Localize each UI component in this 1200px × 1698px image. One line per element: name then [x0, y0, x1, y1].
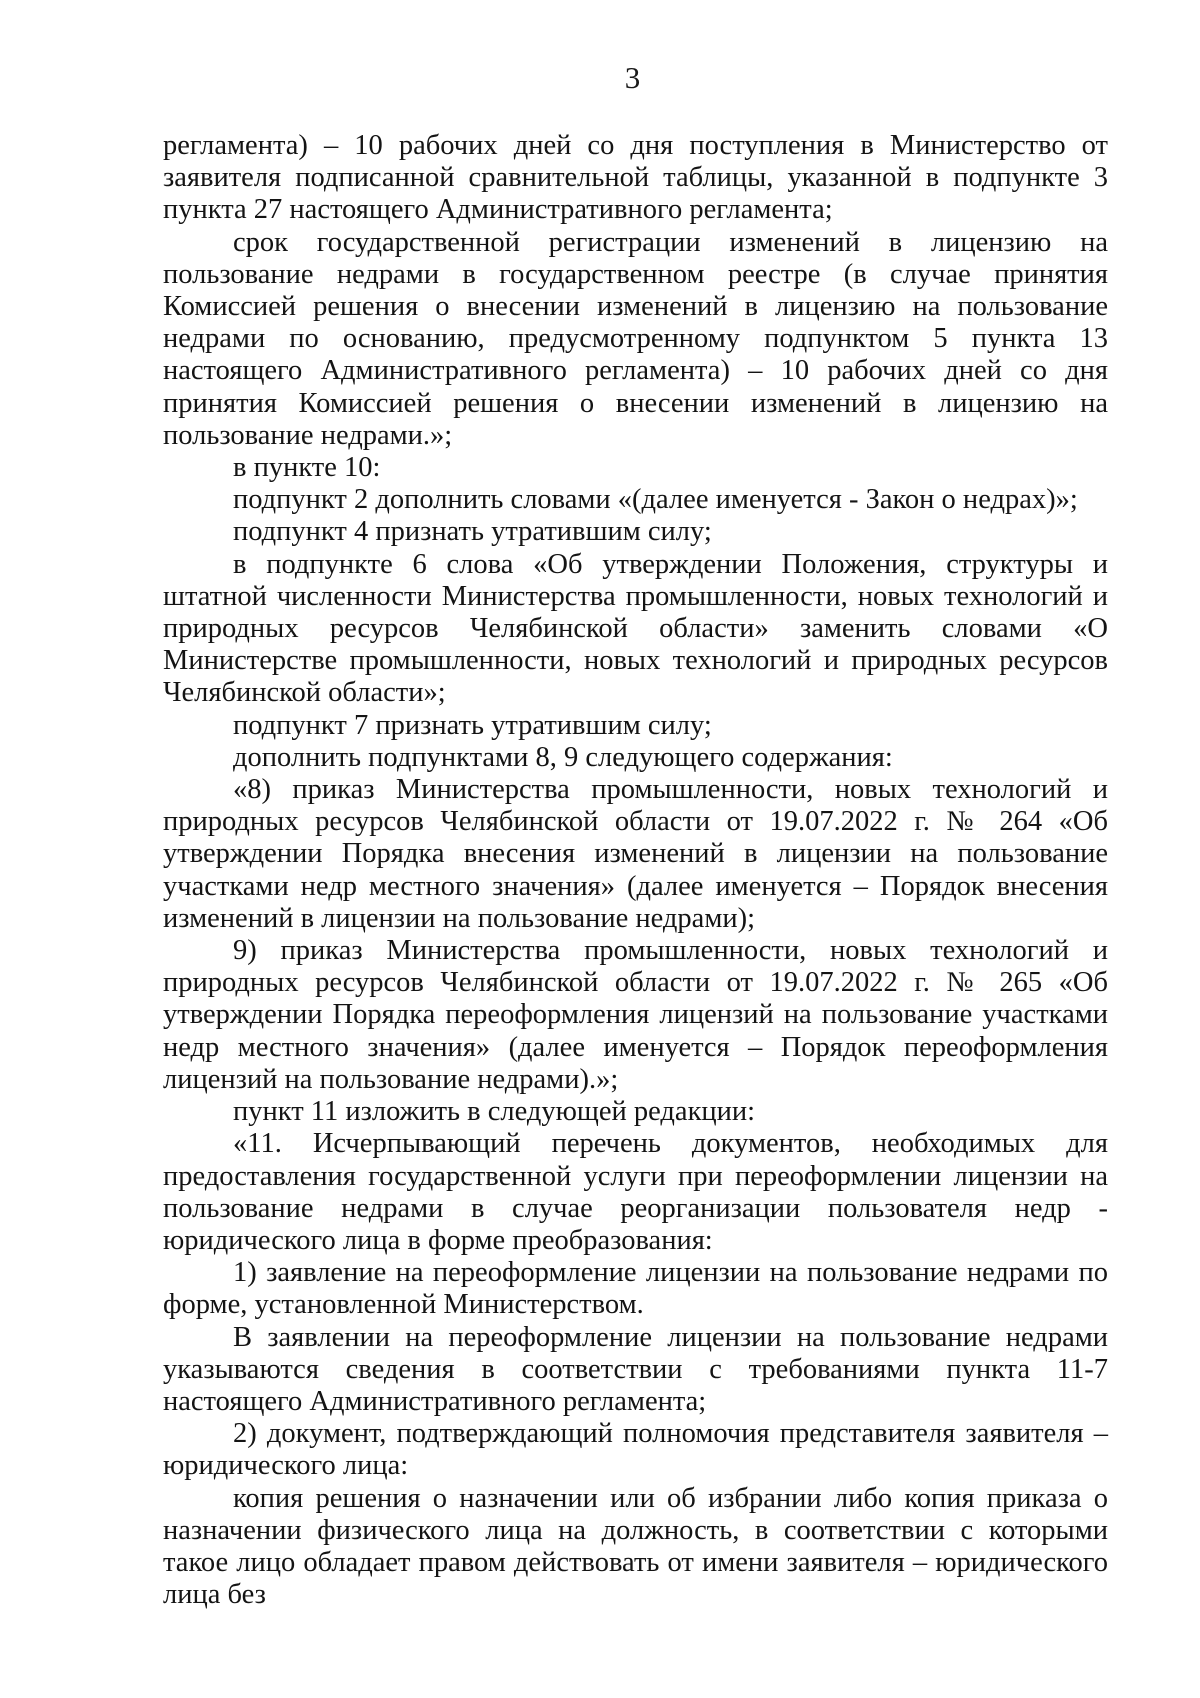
- paragraph-7: подпункт 7 признать утратившим силу;: [233, 709, 712, 741]
- paragraph-11: пункт 11 изложить в следующей редакции:: [233, 1096, 756, 1128]
- paragraph-15: 2) документ, подтверждающий полномочия представителя заявителя – юридического лица:: [163, 1418, 1108, 1482]
- paragraph-1: регламента) – 10 рабочих дней со дня поступления в Министерство от заявителя подписанной сравнительной таблицы, указанной в подпункте 3 пункта 27 настоящего Административного регламента;: [163, 130, 1108, 226]
- paragraph-16: копия решения о назначении или об избрании либо копия приказа о назначении физического лица на должность, в соответствии с которыми такое лицо обладает правом действовать от имени заявителя – юридического лица без: [163, 1482, 1108, 1611]
- paragraph-5: подпункт 4 признать утратившим силу;: [233, 516, 712, 548]
- paragraph-13: 1) заявление на переоформление лицензии на пользование недрами по форме, установленной Министерством.: [163, 1257, 1108, 1321]
- paragraph-14: В заявлении на переоформление лицензии на пользование недрами указываются сведения в соответствии с требованиями пункта 11-7 настоящего Административного регламента;: [163, 1321, 1108, 1417]
- paragraph-10: 9) приказ Министерства промышленности, новых технологий и природных ресурсов Челябинской области от 19.07.2022 г. № 265 «Об утверждении Порядка переоформления лицензий на пользование участками недр местного значения» (далее именуется – Порядок переоформления лицензий на пользование недрами).»;: [163, 935, 1108, 1095]
- paragraph-12: «11. Исчерпывающий перечень документов, необходимых для предоставления государственной услуги при переоформлении лицензии на пользование недрами в случае реорганизации пользователя недр - юридического лица в форме преобразования:: [163, 1128, 1108, 1256]
- paragraph-8: дополнить подпунктами 8, 9 следующего содержания:: [233, 741, 893, 773]
- paragraph-2: срок государственной регистрации изменений в лицензию на пользование недрами в государственном реестре (в случае принятия Комиссией решения о внесении изменений в лицензию на пользование недрами по основанию, предусмотренному подпунктом 5 пункта 13 настоящего Административного регламента) – 10 рабочих дней со дня принятия Комиссией решения о внесении изменений в лицензию на пользование недрами.»;: [163, 226, 1108, 451]
- paragraph-6: в подпункте 6 слова «Об утверждении Положения, структуры и штатной численности Министерства промышленности, новых технологий и природных ресурсов Челябинской области» заменить словами «О Министерстве промышленности, новых технологий и природных ресурсов Челябинской области»;: [163, 548, 1108, 709]
- paragraph-9: «8) приказ Министерства промышленности, новых технологий и природных ресурсов Челябинской области от 19.07.2022 г. № 264 «Об утверждении Порядка внесения изменений в лицензии на пользование участками недр местного значения» (далее именуется – Порядок внесения изменений в лицензии на пользование недрами);: [163, 774, 1108, 934]
- paragraph-3: в пункте 10:: [233, 452, 381, 484]
- page-number: 3: [624, 60, 641, 95]
- paragraph-4: подпункт 2 дополнить словами «(далее именуется - Закон о недрах)»;: [233, 484, 1078, 516]
- document-body: [163, 130, 1108, 1611]
